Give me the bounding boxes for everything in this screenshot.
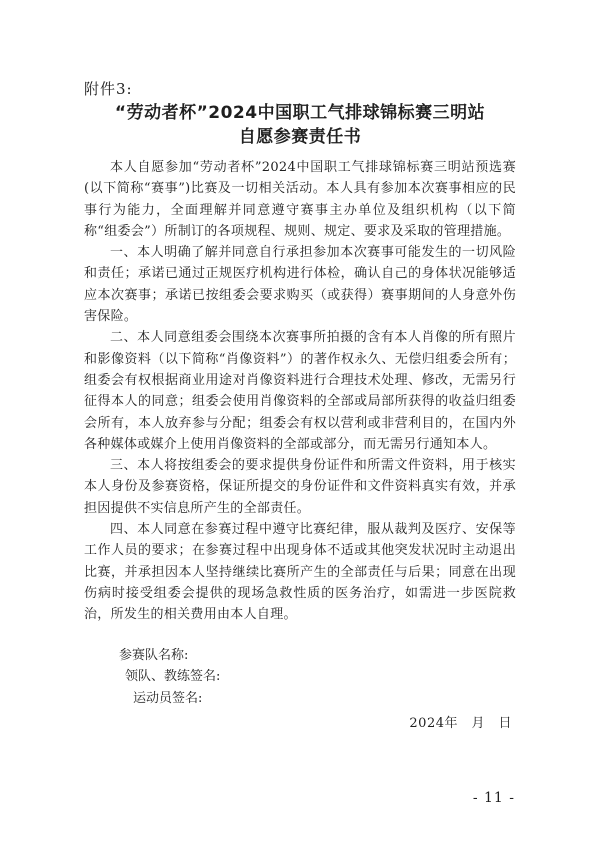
signature-block bbox=[119, 645, 220, 709]
intro-paragraph: 本人自愿参加“劳动者杯”2024中国职工气排球锦标赛三明站预选赛(以下简称“赛事”)比赛及一切相关活动。本人具有参加本次赛事相应的民事行为能力，全面理解并同意遵守赛事主办单位及组织机构（以下简称“组委会”）所制订的各项规程、规则、规定、要求及采取的管理措施。 bbox=[84, 160, 516, 239]
clause-4-paragraph: 四、本人同意在参赛过程中遵守比赛纪律，服从裁判及医疗、安保等工作人员的要求；在参赛过程中出现身体不适或其他突发状况时主动退出比赛，并承担因本人坚持继续比赛所产生的全部责任与后果；同意在出现伤病时接受组委会提供的现场急救性质的医务治疗，如需进一步医院救治，所发生的相关费用由本人自理。 bbox=[84, 522, 516, 623]
team-name-label: 参赛队名称: bbox=[119, 648, 189, 663]
document-body bbox=[84, 157, 516, 626]
clause-2-paragraph: 二、本人同意组委会围绕本次赛事所拍摄的含有本人肖像的所有照片和影像资料（以下简称“肖像资料”）的著作权永久、无偿归组委会所有；组委会有权根据商业用途对肖像资料进行合理技术处理、修改，无需另行征得本人的同意；组委会使用肖像资料的全部或局部所获得的收益归组委会所有，本人放弃参与分配；组委会有权以营利或非营利目的，在国内外各种媒体或媒介上使用肖像资料的全部或部分，而无需另行通知本人。 bbox=[84, 330, 516, 452]
leader-coach-signature-label: 领队、教练签名: bbox=[125, 669, 221, 685]
athlete-signature-label: 运动员签名: bbox=[133, 690, 203, 706]
page-number: - 11 - bbox=[472, 790, 515, 806]
document-title-line2: 自愿参赛责任书 bbox=[238, 127, 362, 147]
attachment-label: 附件3: bbox=[84, 80, 133, 98]
date-line: 2024年 月 日 bbox=[409, 716, 512, 731]
clause-1-paragraph: 一、本人明确了解并同意自行承担参加本次赛事可能发生的一切风险和责任；承诺已通过正规医疗机构进行体检，确认自己的身体状况能够适应本次赛事；承诺已按组委会要求购买（或获得）赛事期间的人身意外伤害保险。 bbox=[84, 245, 516, 325]
document-title-line1: “劳动者杯”2024中国职工气排球锦标赛三明站 bbox=[114, 103, 486, 123]
clause-3-paragraph: 三、本人将按组委会的要求提供身份证件和所需文件资料，用于核实本人身份及参赛资格，保证所提交的身份证件和文件资料真实有效，并承担因提供不实信息所产生的全部责任。 bbox=[84, 458, 516, 516]
